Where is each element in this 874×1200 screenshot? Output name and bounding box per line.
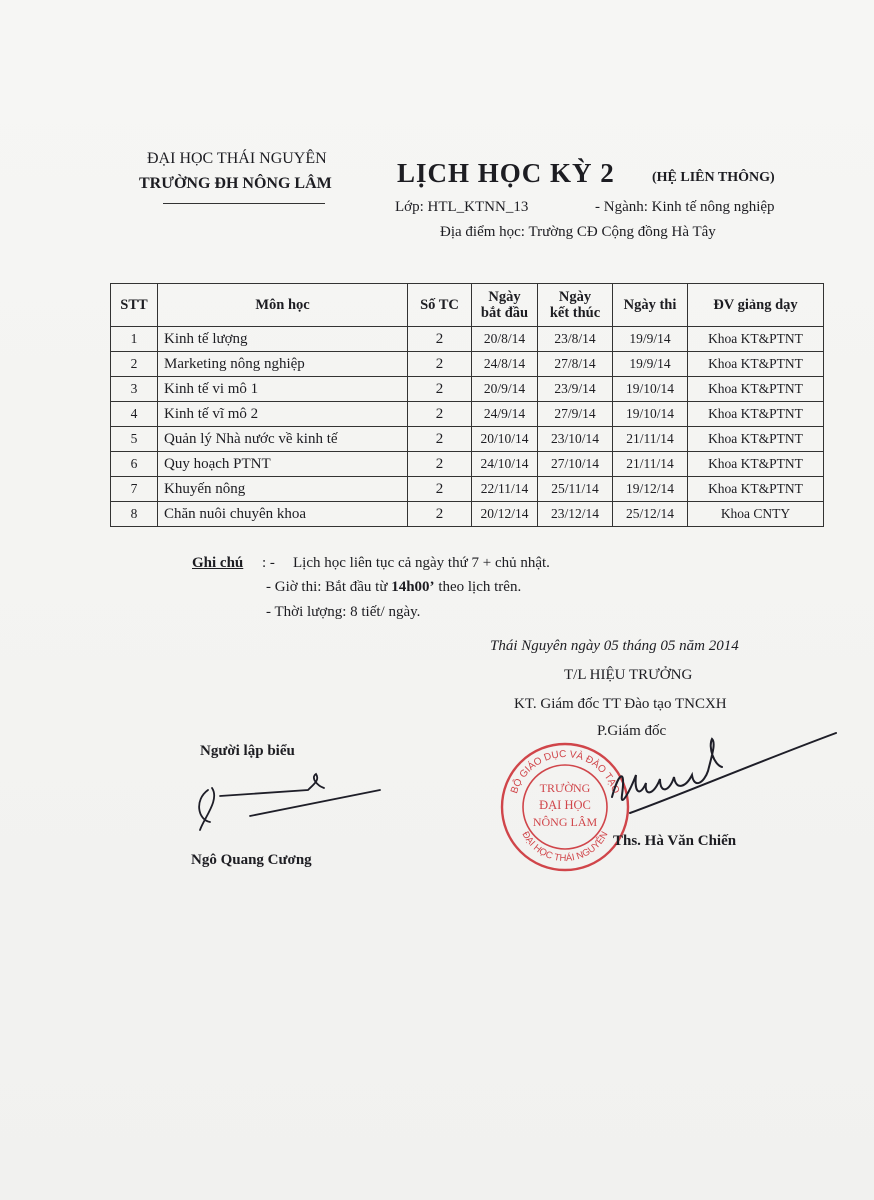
page-title: LỊCH HỌC KỲ 2 [397, 158, 615, 188]
cell-start: 24/9/14 [472, 402, 538, 427]
col-stt: STT [111, 284, 158, 327]
col-credits: Số TC [408, 284, 472, 327]
cell-dept: Khoa CNTY [688, 502, 824, 527]
cell-credits: 2 [408, 427, 472, 452]
header-rule [163, 203, 325, 204]
cell-end: 23/12/14 [538, 502, 613, 527]
cell-subject: Kinh tế lượng [158, 327, 408, 352]
preparer-role: Người lập biểu [200, 743, 295, 759]
cell-subject: Chăn nuôi chuyên khoa [158, 502, 408, 527]
cell-exam: 21/11/14 [613, 427, 688, 452]
table-row [111, 427, 824, 452]
table-header-row [111, 284, 824, 327]
note-line-2-time: 14h00’ [391, 579, 435, 595]
cell-credits: 2 [408, 452, 472, 477]
preparer-signature [190, 760, 390, 840]
cell-stt: 5 [111, 427, 158, 452]
note-line-2-suffix: theo lịch trên. [434, 579, 522, 595]
note-line-2 [266, 579, 521, 596]
cell-exam: 19/12/14 [613, 477, 688, 502]
cell-end: 25/11/14 [538, 477, 613, 502]
cell-stt: 7 [111, 477, 158, 502]
cell-start: 20/8/14 [472, 327, 538, 352]
col-end-line1: Ngày [558, 289, 592, 305]
major-name: - Ngành: Kinh tế nông nghiệp [595, 199, 775, 215]
cell-stt: 1 [111, 327, 158, 352]
signer-role-3: P.Giám đốc [597, 723, 667, 739]
cell-exam: 19/10/14 [613, 377, 688, 402]
stamp-bottom-text: ĐẠI HỌC THÁI NGUYÊN [519, 829, 611, 865]
cell-dept: Khoa KT&PTNT [688, 402, 824, 427]
cell-end: 23/10/14 [538, 427, 613, 452]
table-row [111, 327, 824, 352]
notes-label: Ghi chú [192, 555, 244, 571]
cell-credits: 2 [408, 352, 472, 377]
cell-start: 24/8/14 [472, 352, 538, 377]
cell-subject: Kinh tế vi mô 1 [158, 377, 408, 402]
note-line-1: Lịch học liên tục cả ngày thứ 7 + chủ nhật. [293, 555, 550, 571]
notes-dash: : - [262, 555, 275, 571]
col-end [538, 284, 613, 327]
cell-exam: 21/11/14 [613, 452, 688, 477]
university-name: ĐẠI HỌC THÁI NGUYÊN [147, 150, 327, 167]
cell-stt: 4 [111, 402, 158, 427]
cell-end: 23/9/14 [538, 377, 613, 402]
stamp-line-2: ĐẠI HỌC [539, 798, 591, 812]
cell-stt: 2 [111, 352, 158, 377]
class-code: Lớp: HTL_KTNN_13 [395, 199, 529, 215]
signer-name: Ths. Hà Văn Chiến [613, 833, 737, 849]
cell-dept: Khoa KT&PTNT [688, 377, 824, 402]
cell-end: 23/8/14 [538, 327, 613, 352]
cell-subject: Kinh tế vĩ mô 2 [158, 402, 408, 427]
col-end-line2: kết thúc [549, 305, 601, 321]
cell-end: 27/10/14 [538, 452, 613, 477]
cell-credits: 2 [408, 327, 472, 352]
cell-dept: Khoa KT&PTNT [688, 352, 824, 377]
cell-credits: 2 [408, 477, 472, 502]
preparer-name: Ngô Quang Cương [191, 852, 312, 868]
cell-dept: Khoa KT&PTNT [688, 477, 824, 502]
table-row [111, 377, 824, 402]
table-row [111, 452, 824, 477]
table-row [111, 477, 824, 502]
cell-exam: 19/9/14 [613, 352, 688, 377]
col-subject: Môn học [158, 284, 408, 327]
col-start [472, 284, 538, 327]
stamp-line-3: NÔNG LÂM [532, 815, 598, 829]
stamp-line-1: TRƯỜNG [539, 781, 591, 795]
cell-start: 20/12/14 [472, 502, 538, 527]
cell-credits: 2 [408, 402, 472, 427]
cell-subject: Khuyến nông [158, 477, 408, 502]
col-start-line2: bắt đầu [480, 305, 529, 321]
cell-exam: 19/9/14 [613, 327, 688, 352]
cell-stt: 8 [111, 502, 158, 527]
cell-stt: 3 [111, 377, 158, 402]
table-row [111, 402, 824, 427]
note-line-3: - Thời lượng: 8 tiết/ ngày. [266, 604, 421, 620]
venue: Địa điểm học: Trường CĐ Cộng đồng Hà Tây [440, 224, 716, 240]
table-row [111, 502, 824, 527]
cell-start: 22/11/14 [472, 477, 538, 502]
cell-end: 27/9/14 [538, 402, 613, 427]
director-signature [600, 725, 840, 835]
cell-exam: 25/12/14 [613, 502, 688, 527]
cell-credits: 2 [408, 502, 472, 527]
stamp-outer-text: BỘ GIÁO DỤC VÀ ĐÀO TẠO [509, 748, 621, 795]
cell-credits: 2 [408, 377, 472, 402]
cell-start: 20/10/14 [472, 427, 538, 452]
cell-dept: Khoa KT&PTNT [688, 327, 824, 352]
signer-role-2: KT. Giám đốc TT Đào tạo TNCXH [514, 696, 727, 712]
signer-role-1: T/L HIỆU TRƯỞNG [564, 667, 693, 683]
col-start-line1: Ngày [488, 289, 521, 305]
cell-subject: Marketing nông nghiệp [158, 352, 408, 377]
col-exam: Ngày thi [613, 284, 688, 327]
cell-dept: Khoa KT&PTNT [688, 427, 824, 452]
cell-dept: Khoa KT&PTNT [688, 452, 824, 477]
cell-subject: Quản lý Nhà nước về kinh tế [158, 427, 408, 452]
school-name: TRƯỜNG ĐH NÔNG LÂM [139, 175, 332, 192]
cell-start: 24/10/14 [472, 452, 538, 477]
schedule-table [110, 283, 824, 527]
col-dept: ĐV giảng dạy [688, 284, 824, 327]
cell-exam: 19/10/14 [613, 402, 688, 427]
note-line-2-prefix: - Giờ thi: Bắt đầu từ [266, 579, 392, 595]
cell-subject: Quy hoạch PTNT [158, 452, 408, 477]
page-subtitle: (HỆ LIÊN THÔNG) [652, 170, 775, 185]
table-row [111, 352, 824, 377]
cell-start: 20/9/14 [472, 377, 538, 402]
cell-end: 27/8/14 [538, 352, 613, 377]
signing-date: Thái Nguyên ngày 05 tháng 05 năm 2014 [490, 638, 739, 654]
cell-stt: 6 [111, 452, 158, 477]
